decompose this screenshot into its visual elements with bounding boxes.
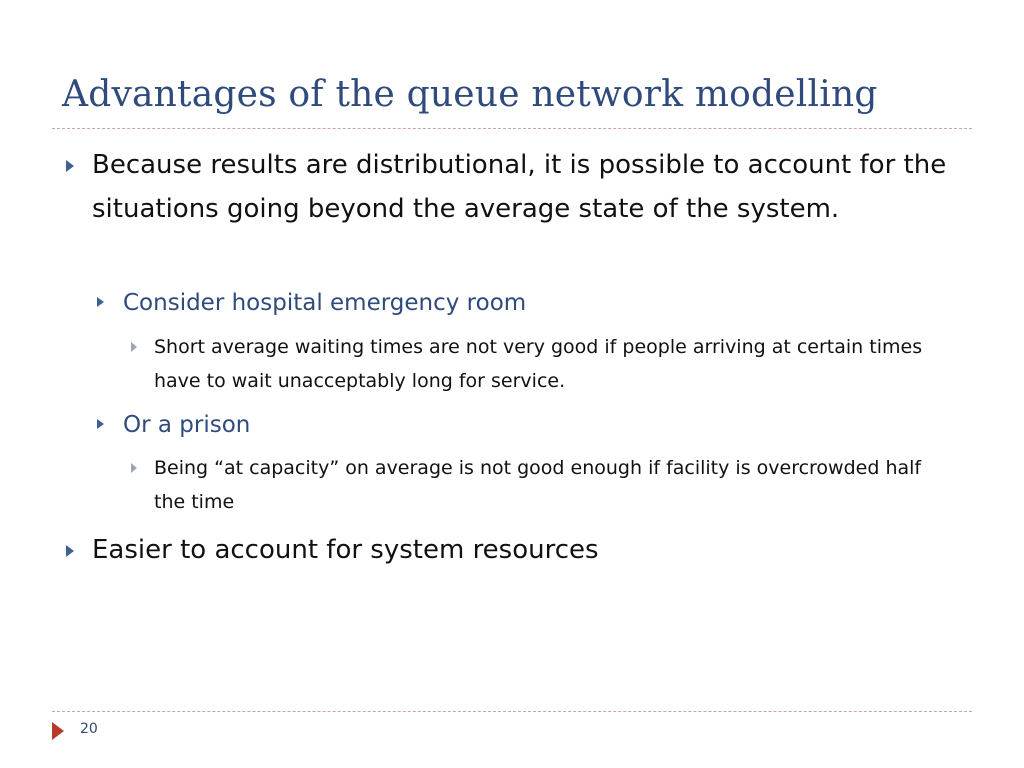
footer-divider: [52, 711, 972, 712]
page-number: 20: [80, 721, 98, 737]
bullet-level2-hospital: Consider hospital emergency room: [123, 290, 527, 316]
bullet-triangle-icon: [66, 160, 74, 172]
bullet-triangle-icon: [97, 297, 104, 307]
slide-title: Advantages of the queue network modelling: [62, 74, 878, 115]
bullet-triangle-icon: [131, 463, 137, 473]
bullet-level1-distributional: Because results are distributional, it is possible to account for the situations going beyond the average state of the system.: [92, 150, 947, 224]
footer-triangle-icon: [52, 722, 64, 740]
bullet-level3-capacity: Being “at capacity” on average is not good enough if facility is overcrowded half the time: [154, 457, 922, 513]
bullet-triangle-icon: [97, 419, 104, 429]
bullet-level2-prison: Or a prison: [123, 412, 251, 438]
title-divider: [52, 128, 972, 129]
bullet-level1-resources: Easier to account for system resources: [92, 535, 599, 565]
bullet-triangle-icon: [131, 342, 137, 352]
bullet-level3-waiting-times: Short average waiting times are not very good if people arriving at certain times have to wait unacceptably long for service.: [154, 336, 923, 392]
bullet-triangle-icon: [66, 545, 74, 557]
